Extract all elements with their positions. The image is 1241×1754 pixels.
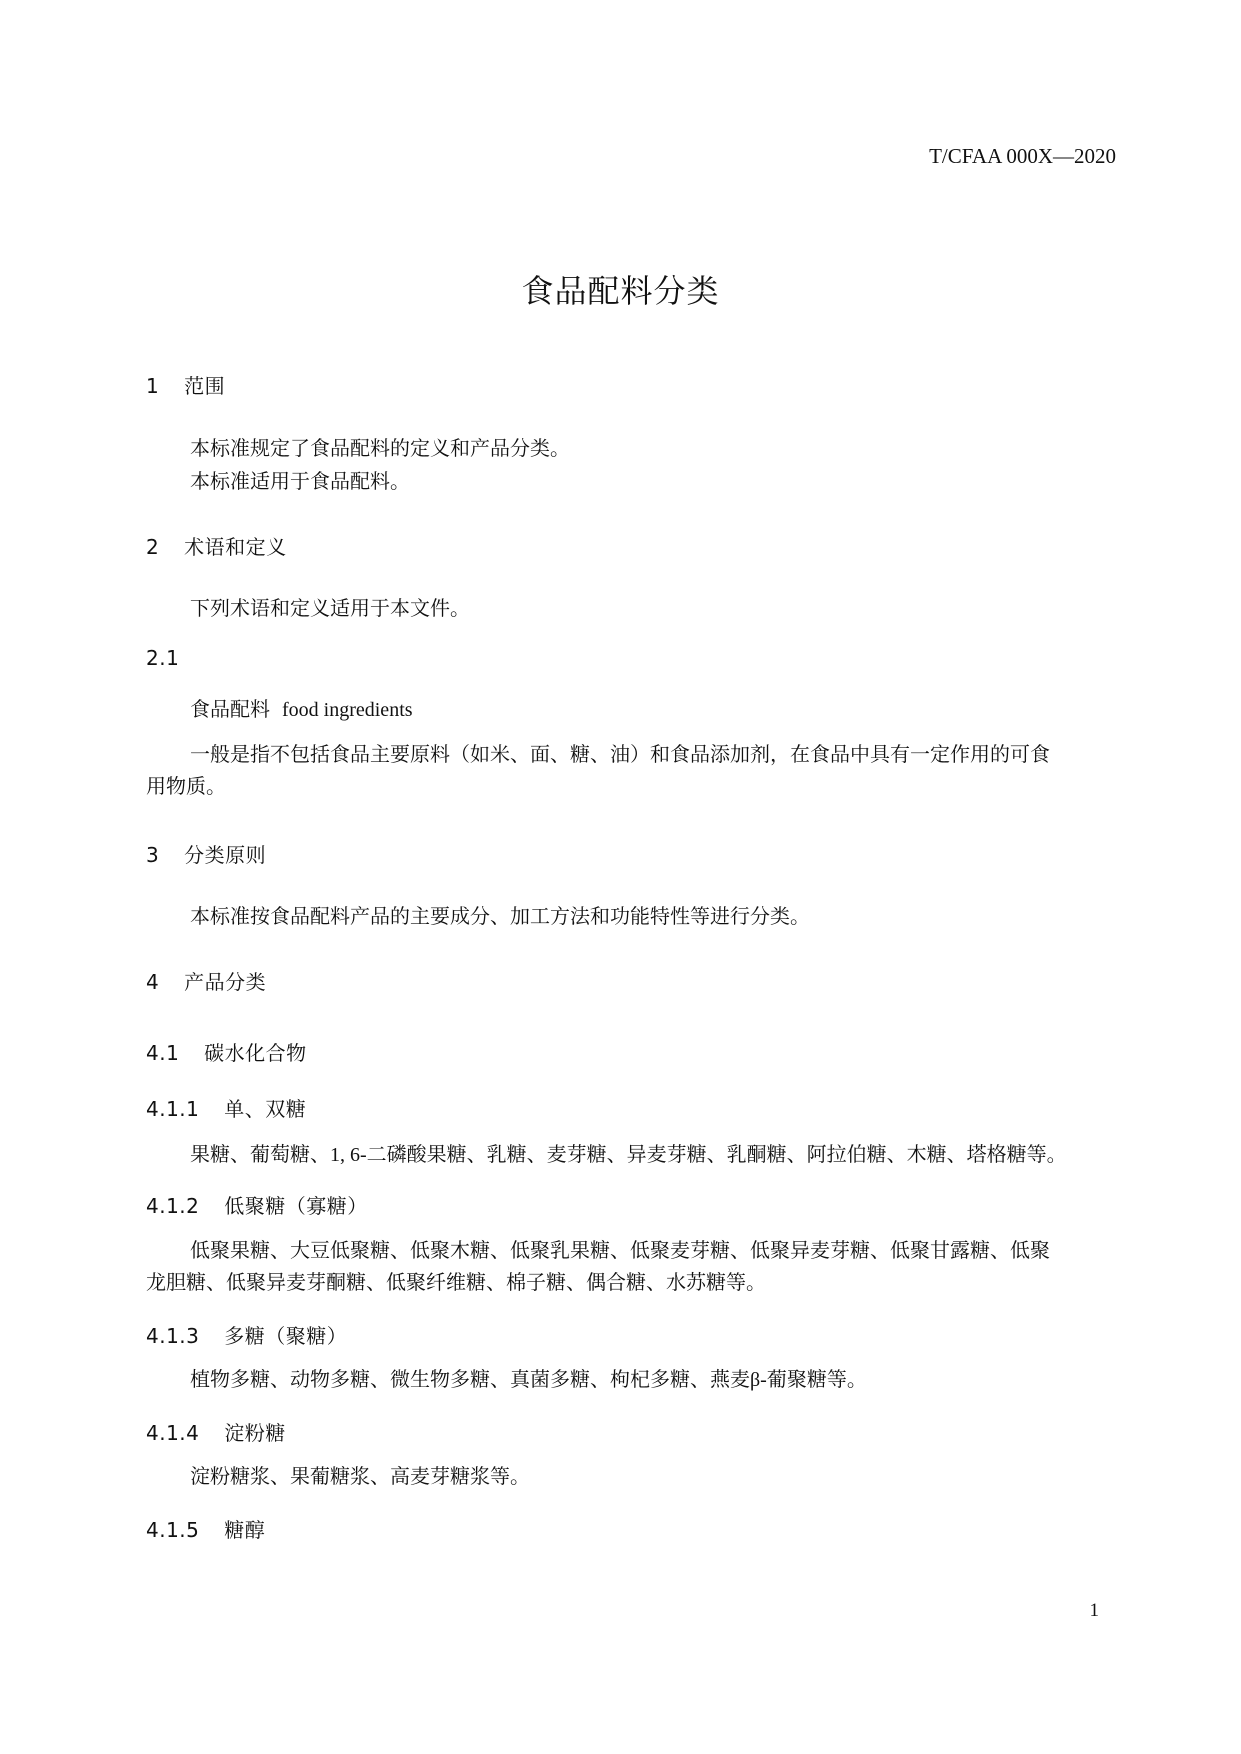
subsection-4-1-1-heading bbox=[146, 1093, 306, 1122]
section-title: 多糖（聚糖） bbox=[224, 1324, 348, 1348]
paragraph: 本标准按食品配料产品的主要成分、加工方法和功能特性等进行分类。 bbox=[190, 906, 810, 928]
section-title: 分类原则 bbox=[184, 843, 267, 867]
subsection-4-1-heading bbox=[146, 1037, 307, 1066]
section-number: 4.1.4 bbox=[146, 1421, 200, 1445]
section-number: 4.1.2 bbox=[146, 1194, 200, 1218]
section-number: 4.1.3 bbox=[146, 1324, 200, 1348]
definition-line: 一般是指不包括食品主要原料（如米、面、糖、油）和食品添加剂，在食品中具有一定作用的可食 bbox=[190, 744, 1050, 766]
section-number: 1 bbox=[146, 374, 160, 398]
subsection-4-1-3-heading bbox=[146, 1320, 347, 1349]
section-title: 淀粉糖 bbox=[224, 1421, 286, 1445]
paragraph: 淀粉糖浆、果葡糖浆、高麦芽糖浆等。 bbox=[190, 1466, 530, 1488]
document-title: 食品配料分类 bbox=[521, 272, 720, 310]
standard-code: T/CFAA 000X—2020 bbox=[929, 144, 1116, 168]
section-1-heading bbox=[146, 370, 225, 399]
subsection-4-1-2-heading bbox=[146, 1190, 368, 1219]
clause-number: 2.1 bbox=[146, 646, 180, 670]
section-title: 低聚糖（寡糖） bbox=[224, 1194, 368, 1218]
section-4-heading bbox=[146, 966, 266, 995]
term-chinese: 食品配料 bbox=[190, 697, 270, 721]
term-entry bbox=[190, 693, 413, 722]
section-2-heading bbox=[146, 531, 287, 560]
section-title: 碳水化合物 bbox=[204, 1041, 307, 1065]
paragraph-line: 龙胆糖、低聚异麦芽酮糖、低聚纤维糖、棉子糖、偶合糖、水苏糖等。 bbox=[146, 1272, 766, 1294]
section-number: 4 bbox=[146, 970, 160, 994]
section-title: 术语和定义 bbox=[184, 535, 287, 559]
paragraph: 下列术语和定义适用于本文件。 bbox=[190, 598, 470, 620]
paragraph: 本标准适用于食品配料。 bbox=[190, 471, 410, 493]
section-title: 单、双糖 bbox=[224, 1097, 307, 1121]
section-number: 4.1.5 bbox=[146, 1518, 200, 1542]
paragraph: 本标准规定了食品配料的定义和产品分类。 bbox=[190, 438, 570, 460]
section-number: 2 bbox=[146, 535, 160, 559]
definition-line: 用物质。 bbox=[146, 776, 226, 798]
paragraph: 植物多糖、动物多糖、微生物多糖、真菌多糖、枸杞多糖、燕麦β-葡聚糖等。 bbox=[190, 1369, 867, 1391]
subsection-4-1-4-heading bbox=[146, 1417, 286, 1446]
section-number: 4.1 bbox=[146, 1041, 180, 1065]
section-title: 产品分类 bbox=[184, 970, 267, 994]
page-number: 1 bbox=[1089, 1600, 1099, 1621]
section-title: 糖醇 bbox=[224, 1518, 266, 1542]
paragraph-line: 低聚果糖、大豆低聚糖、低聚木糖、低聚乳果糖、低聚麦芽糖、低聚异麦芽糖、低聚甘露糖、低聚 bbox=[190, 1240, 1050, 1262]
paragraph: 果糖、葡萄糖、1, 6-二磷酸果糖、乳糖、麦芽糖、异麦芽糖、乳酮糖、阿拉伯糖、木糖、塔格糖等。 bbox=[190, 1144, 1067, 1166]
term-english: food ingredients bbox=[282, 699, 413, 721]
section-number: 3 bbox=[146, 843, 160, 867]
section-3-heading bbox=[146, 839, 266, 868]
section-number: 4.1.1 bbox=[146, 1097, 200, 1121]
subsection-4-1-5-heading bbox=[146, 1514, 265, 1543]
section-title: 范围 bbox=[184, 374, 226, 398]
